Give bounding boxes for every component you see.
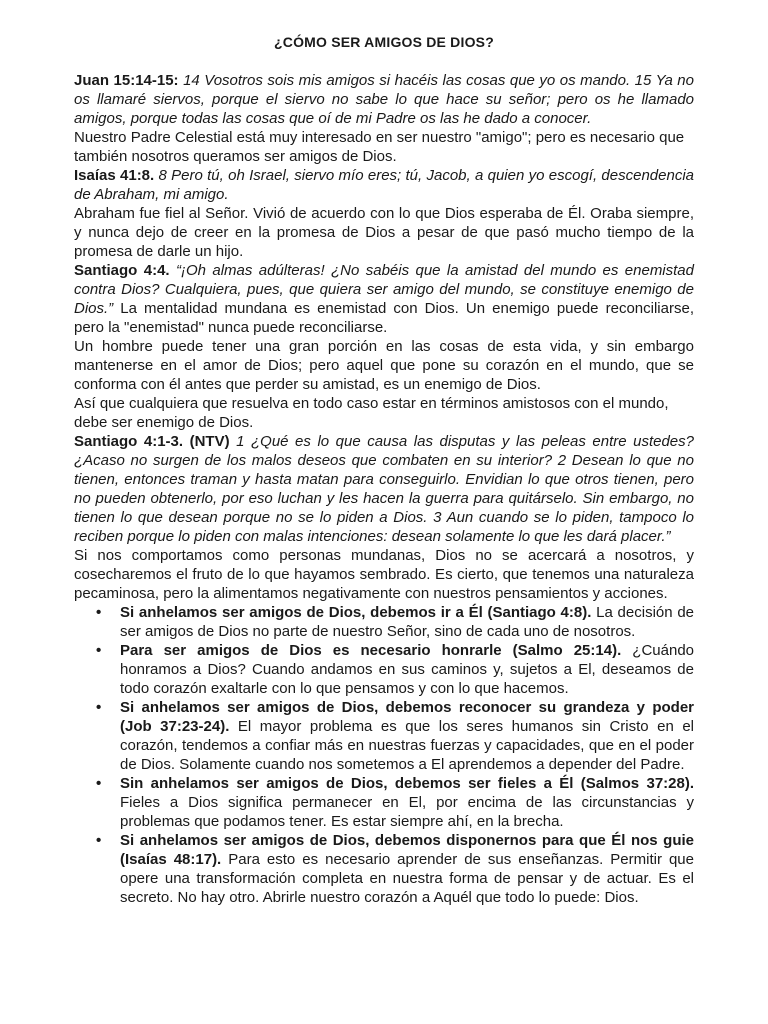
scripture-reference: Santiago 4:1-3. (NTV)	[74, 433, 230, 450]
bullet-text: ¿Cuándo honramos a Dios? Cuando andamos en sus caminos y, sujetos a El, deseamos de todo corazón exaltarle con lo que pensamos y con lo que hacemos.	[120, 642, 695, 697]
scripture-reference: Juan 15:14-15:	[74, 72, 179, 89]
paragraph-text: La mentalidad mundana es enemistad con Dios. Un enemigo puede reconciliarse, pero la "enemistad" nunca puede reconciliarse.	[74, 300, 694, 336]
paragraph-santiago-4-1-3	[74, 432, 694, 546]
bullet-heading: Sin anhelamos ser amigos de Dios, debemos ser fieles a Él (Salmos 37:28).	[120, 775, 694, 792]
list-item	[96, 774, 694, 831]
bullet-text: El mayor problema es que los seres humanos sin Cristo en el corazón, tendemos a confiar más en nuestras fuerzas y capacidades, que en el poder de Dios. Solamente cuando nos sometemos a El aprendemos a depender del Padre.	[120, 718, 694, 773]
list-item	[96, 831, 694, 907]
scripture-quote: 8 Pero tú, oh Israel, siervo mío eres; tú, Jacob, a quien yo escogí, descendencia de Abraham, mi amigo.	[74, 167, 694, 203]
paragraph-gran-porcion	[74, 337, 694, 394]
bullet-list	[74, 603, 694, 907]
paragraph-juan-15	[74, 71, 694, 128]
scripture-reference: Isaías 41:8.	[74, 167, 155, 184]
scripture-reference: Santiago 4:4.	[74, 262, 170, 279]
list-item	[96, 603, 695, 641]
paragraph-padre-celestial	[74, 128, 694, 166]
bullet-text: Fieles a Dios significa permanecer en El, por encima de las circunstancias y problemas que podamos tener. Es estar siempre ahí, en la brecha.	[120, 794, 694, 830]
list-item	[96, 641, 695, 698]
bullet-icon: •	[96, 832, 102, 849]
bullet-icon: •	[96, 642, 102, 659]
bullet-heading: Si anhelamos ser amigos de Dios, debemos disponernos para que Él nos guie (Isaías 48:17).	[120, 832, 694, 868]
paragraph-terminos-amistosos	[74, 394, 694, 432]
list-item	[96, 698, 694, 774]
bullet-icon: •	[96, 604, 102, 621]
bullet-text: La decisión de ser amigos de Dios no parte de nuestro Señor, sino de cada uno de nosotros.	[120, 604, 695, 640]
bullet-heading: Para ser amigos de Dios es necesario honrarle (Salmo 25:14).	[120, 642, 622, 659]
scripture-quote: 1 ¿Qué es lo que causa las disputas y las peleas entre ustedes? ¿Acaso no surgen de los malos deseos que combaten en su interior? 2 Desean lo que no tienen, entonces traman y hasta matan para conseguirlo. Envidian lo que otros tienen, pero no pueden obtenerlo, por eso luchan y les hacen la guerra para quitárselo. Sin embargo, no tienen lo que desean porque no se lo piden a Dios. 3 Aun cuando se lo piden, tampoco lo reciben porque lo piden con malas intenciones: desean solamente lo que les dará placer.”	[74, 433, 694, 545]
document-title: ¿CÓMO SER AMIGOS DE DIOS?	[274, 34, 494, 50]
paragraph-isaias-41	[74, 166, 694, 204]
bullet-text: Para esto es necesario aprender de sus enseñanzas. Permitir que opere una transformación completa en nuestra forma de pensar y de actuar. Es el secreto. No hay otro. Abrirle nuestro corazón a Aquél que todo lo puede: Dios.	[120, 851, 694, 906]
paragraph-santiago-4-4	[74, 261, 694, 337]
bullet-heading: Si anhelamos ser amigos de Dios, debemos reconocer su grandeza y poder (Job 37:23-24).	[120, 699, 694, 735]
paragraph-personas-mundanas	[74, 546, 694, 603]
paragraph-text: Si nos comportamos como personas mundanas, Dios no se acercará a nosotros, y cosecharemos el fruto de lo que hayamos sembrado. Es cierto, que tenemos una naturaleza pecaminosa, pero la alimentamos negativamente con nuestros pensamientos y acciones.	[74, 547, 694, 602]
paragraph-text: Un hombre puede tener una gran porción en las cosas de esta vida, y sin embargo mantenerse en el amor de Dios; pero aquel que pone su corazón en el mundo, que se conforma con él antes que perder su amistad, es un enemigo de Dios.	[74, 338, 694, 393]
paragraph-text: Abraham fue fiel al Señor. Vivió de acuerdo con lo que Dios esperaba de Él. Oraba siempre, y nunca dejo de creer en la promesa de Dios a pesar de que pasó mucho tiempo de la promesa de darle un hijo.	[74, 205, 694, 260]
scripture-quote: “¡Oh almas adúlteras! ¿No sabéis que la amistad del mundo es enemistad contra Dios? Cualquiera, pues, que quiera ser amigo del mundo, se constituye enemigo de Dios.”	[74, 262, 694, 317]
document-body	[74, 71, 694, 603]
bullet-icon: •	[96, 699, 102, 716]
paragraph-text: Nuestro Padre Celestial está muy interesado en ser nuestro "amigo"; pero es necesario que también nosotros queramos ser amigos de Dios.	[74, 129, 685, 165]
scripture-quote: 14 Vosotros sois mis amigos si hacéis las cosas que yo os mando. 15 Ya no os llamaré siervos, porque el siervo no sabe lo que hace su señor; pero os he llamado amigos, porque todas las cosas que oí de mi Padre os las he dado a conocer.	[74, 72, 694, 127]
bullet-heading: Si anhelamos ser amigos de Dios, debemos ir a Él (Santiago 4:8).	[120, 604, 592, 621]
bullet-icon: •	[96, 775, 102, 792]
paragraph-text: Así que cualquiera que resuelva en todo caso estar en términos amistosos con el mundo, debe ser enemigo de Dios.	[74, 395, 669, 431]
paragraph-abraham	[74, 204, 694, 261]
